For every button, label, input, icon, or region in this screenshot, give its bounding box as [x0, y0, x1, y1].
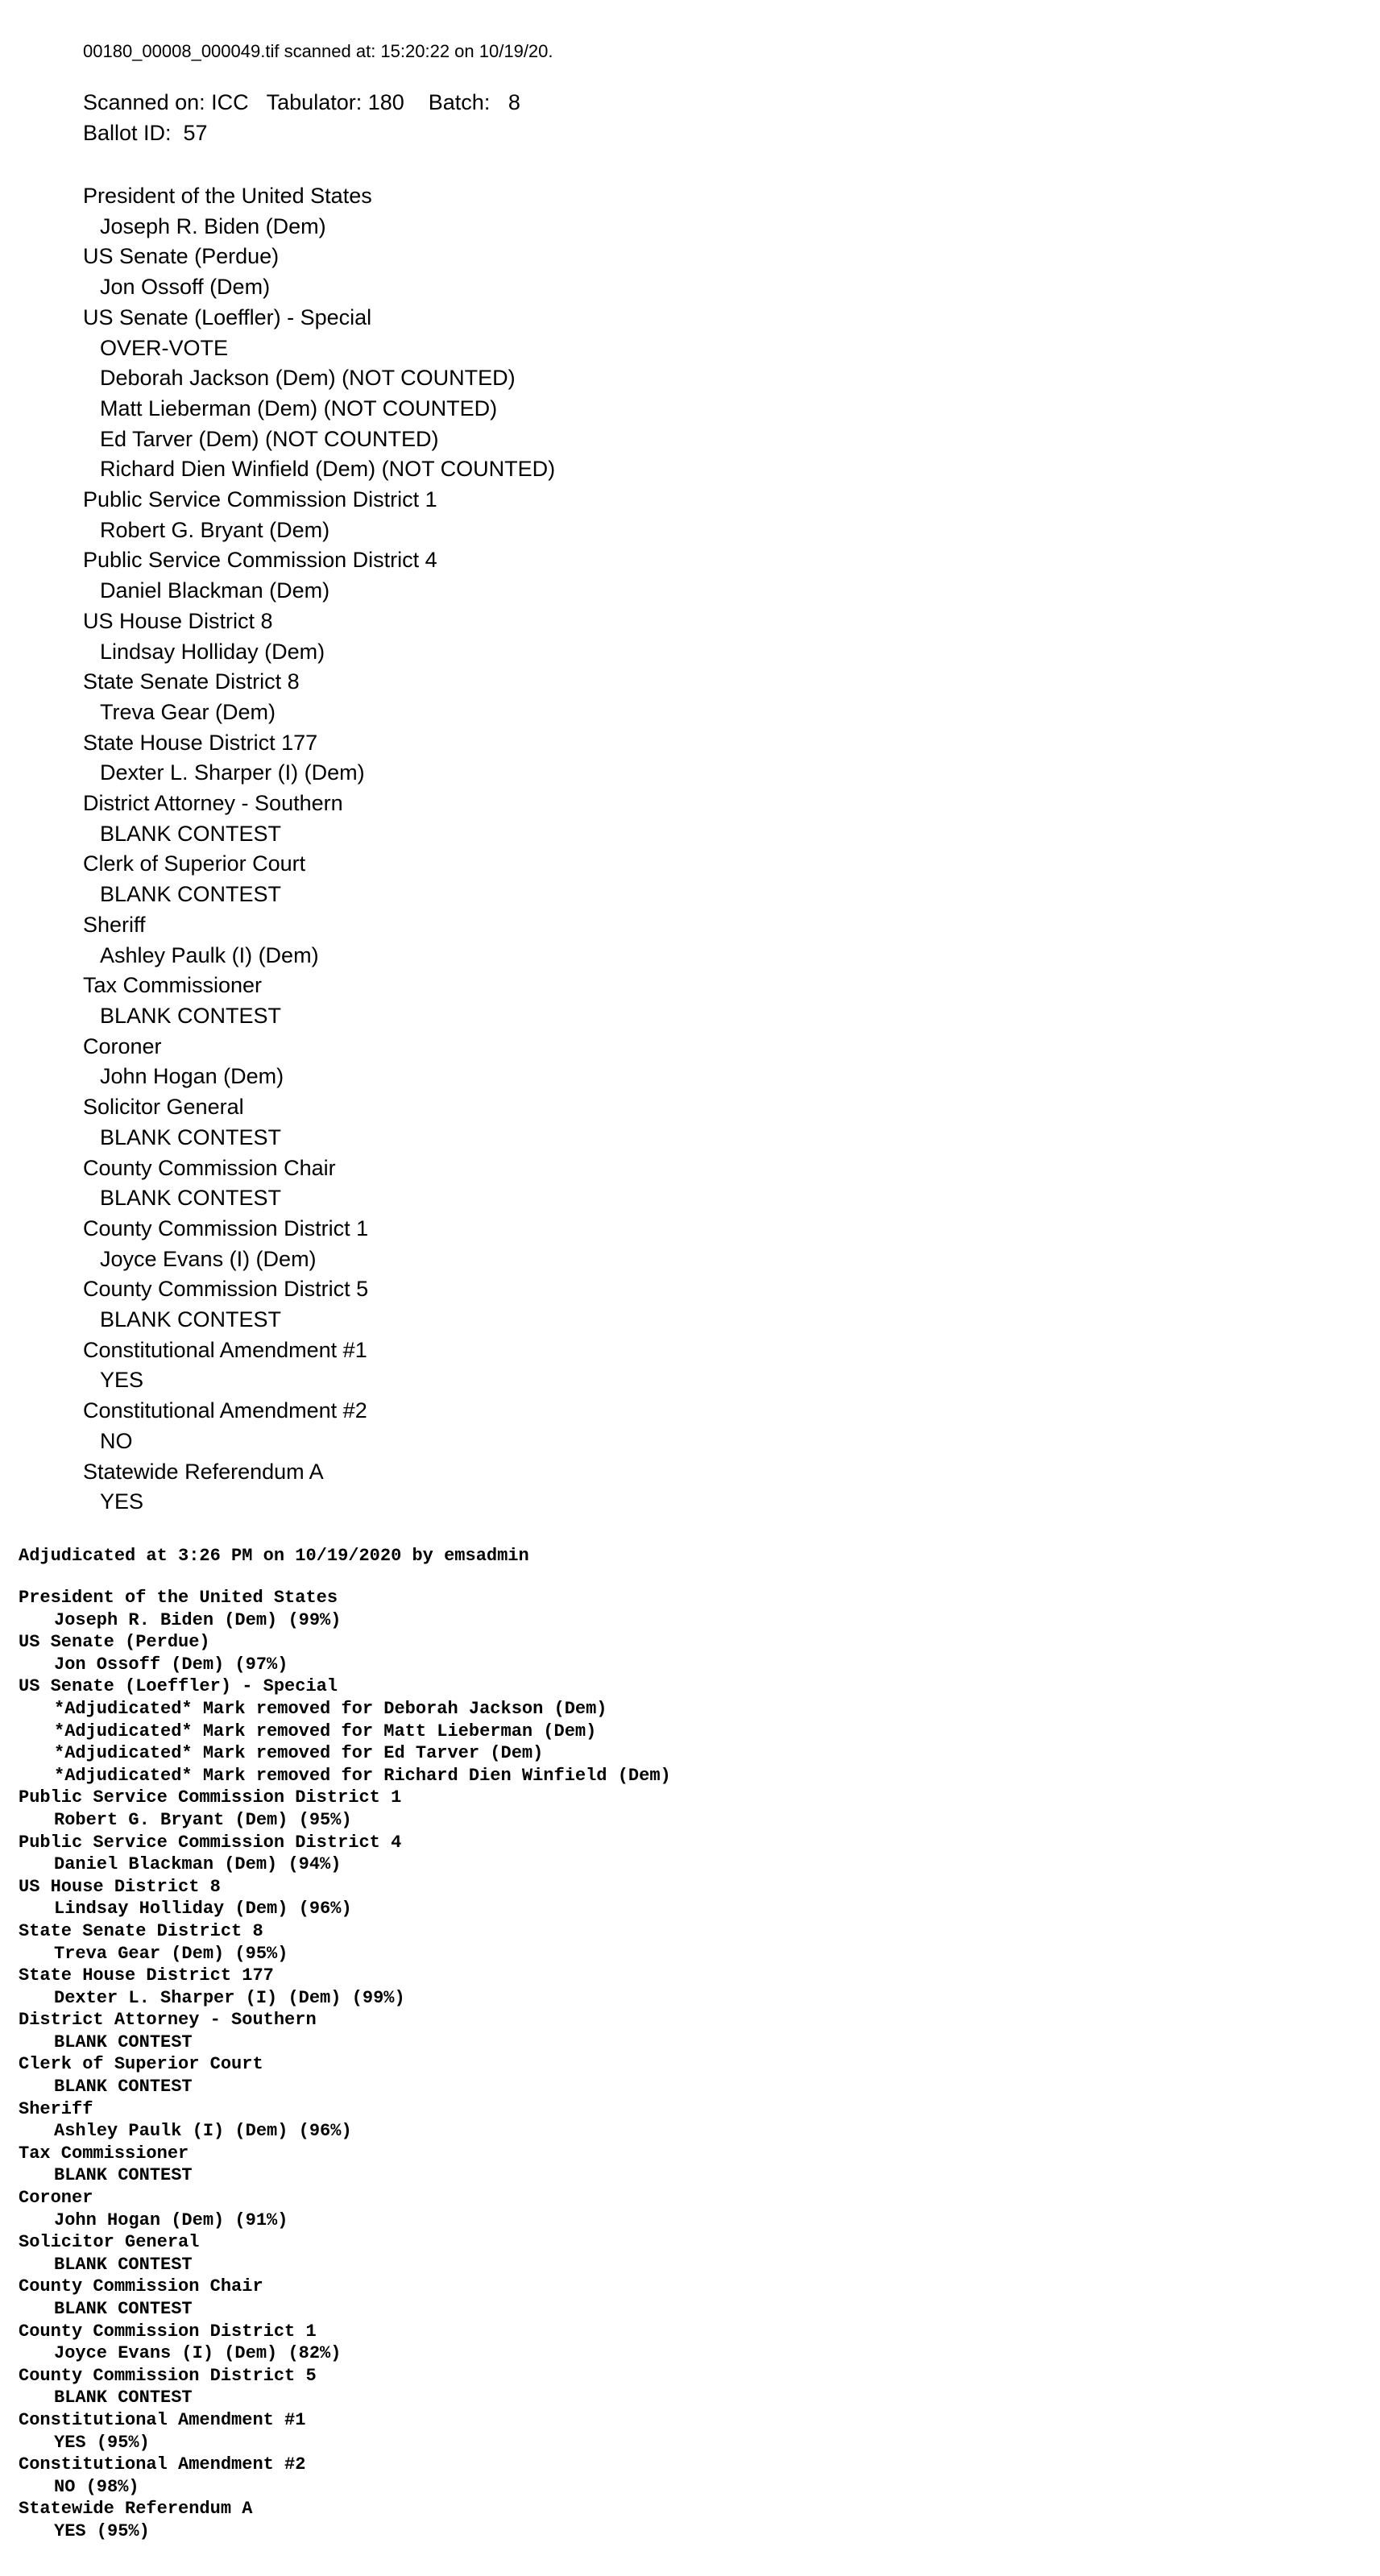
contest-block [83, 607, 1291, 667]
contest-selection: Lindsay Holliday (Dem) (96%) [54, 1899, 352, 1920]
contest-title: Public Service Commission District 1 [19, 1787, 402, 1808]
contest-selection: NO [100, 1428, 133, 1453]
contest-selection: John Hogan (Dem) [100, 1064, 284, 1089]
contest-block [19, 2143, 1348, 2187]
contest-title: Public Service Commission District 4 [19, 1832, 402, 1853]
contest-title: County Commission District 1 [83, 1216, 369, 1240]
contest-selection: Dexter L. Sharper (I) (Dem) [100, 760, 365, 785]
contest-selection: Ashley Paulk (I) (Dem) [100, 942, 319, 967]
contest-block [83, 1032, 1291, 1092]
contest-title: County Commission District 5 [83, 1277, 369, 1302]
contest-selection: BLANK CONTEST [100, 1307, 282, 1332]
contest-block [83, 1396, 1291, 1456]
contest-block [83, 849, 1291, 909]
contest-block [83, 1457, 1291, 1518]
contest-block [83, 1336, 1291, 1396]
adjudication-title: Adjudicated at 3:26 PM on 10/19/2020 by emsadmin [19, 1546, 529, 1566]
contest-title: State Senate District 8 [19, 1920, 263, 1941]
contest-block [19, 1965, 1348, 2009]
contest-selection: BLANK CONTEST [54, 2165, 193, 2186]
contest-block [19, 2276, 1348, 2320]
contest-block [19, 2098, 1348, 2143]
contest-title: President of the United States [83, 184, 372, 208]
contest-title: District Attorney - Southern [19, 2010, 317, 2031]
contest-selection: YES [100, 1368, 144, 1393]
contest-selection: BLANK CONTEST [54, 2299, 193, 2319]
contest-block [19, 1876, 1348, 1920]
contest-selection: BLANK CONTEST [54, 2388, 193, 2408]
contest-selection: *Adjudicated* Mark removed for Deborah Jackson (Dem) [54, 1698, 607, 1719]
contest-selection: Joseph R. Biden (Dem) [100, 213, 326, 238]
contest-block [83, 1092, 1291, 1153]
contest-selection: Joyce Evans (I) (Dem) [100, 1246, 317, 1271]
contest-selection: Matt Lieberman (Dem) (NOT COUNTED) [100, 396, 498, 420]
contest-title: President of the United States [19, 1588, 338, 1608]
contest-block [19, 1787, 1348, 1831]
contest-selection: Robert G. Bryant (Dem) [100, 517, 330, 542]
adjudication-contest-list [19, 1587, 1348, 2543]
contest-block [83, 181, 1291, 242]
contest-block [19, 2009, 1348, 2053]
contest-title: Constitutional Amendment #1 [83, 1337, 367, 1362]
contest-title: County Commission Chair [19, 2276, 263, 2297]
contest-title: District Attorney - Southern [83, 791, 343, 816]
contest-block [19, 1631, 1348, 1675]
contest-selection: YES [100, 1489, 144, 1514]
contest-block [83, 1274, 1291, 1335]
contest-title: US House District 8 [19, 1876, 221, 1897]
contest-block [19, 2321, 1348, 2365]
contest-selection: YES (95%) [54, 2432, 150, 2453]
contest-selection: Robert G. Bryant (Dem) (95%) [54, 1809, 352, 1830]
contest-selection: Treva Gear (Dem) (95%) [54, 1943, 288, 1964]
contest-selection: YES (95%) [54, 2520, 150, 2541]
contest-title: Solicitor General [19, 2232, 200, 2253]
contest-title: US Senate (Perdue) [19, 1632, 210, 1653]
contest-selection: BLANK CONTEST [100, 1124, 282, 1149]
contest-block [19, 2454, 1348, 2498]
contest-title: State Senate District 8 [83, 669, 300, 694]
contest-selection: BLANK CONTEST [54, 2254, 193, 2275]
ballot-contest-list [83, 181, 1291, 1518]
contest-selection: Treva Gear (Dem) [100, 699, 276, 724]
contest-selection: Joseph R. Biden (Dem) (99%) [54, 1609, 342, 1630]
contest-title: US House District 8 [83, 608, 273, 633]
contest-selection: John Hogan (Dem) (91%) [54, 2209, 288, 2230]
contest-block [19, 1832, 1348, 1876]
contest-block [19, 1920, 1348, 1965]
contest-title: Clerk of Superior Court [19, 2054, 263, 2075]
adjudication-section [19, 1545, 1348, 2543]
contest-title: US Senate (Loeffler) - Special [83, 304, 372, 329]
contest-title: County Commission District 5 [19, 2365, 317, 2386]
contest-title: Coroner [83, 1033, 162, 1058]
contest-title: Sheriff [19, 2098, 93, 2119]
contest-block [83, 789, 1291, 849]
contest-title: Tax Commissioner [19, 2143, 189, 2164]
contest-title: US Senate (Loeffler) - Special [19, 1676, 338, 1697]
contest-selection: OVER-VOTE [100, 335, 229, 360]
contest-selection: BLANK CONTEST [100, 1003, 282, 1028]
contest-block [83, 910, 1291, 971]
contest-block [19, 2053, 1348, 2098]
contest-selection: Deborah Jackson (Dem) (NOT COUNTED) [100, 366, 516, 391]
contest-selection: BLANK CONTEST [100, 882, 282, 907]
contest-title: Solicitor General [83, 1095, 244, 1120]
contest-block [19, 1587, 1348, 1631]
contest-block [19, 2365, 1348, 2409]
contest-selection: *Adjudicated* Mark removed for Ed Tarver (Dem) [54, 1743, 544, 1764]
contest-block [83, 1214, 1291, 1274]
contest-title: Clerk of Superior Court [83, 851, 306, 876]
contest-selection: Ed Tarver (Dem) (NOT COUNTED) [100, 426, 439, 451]
contest-title: Sheriff [83, 912, 146, 937]
contest-block [19, 1675, 1348, 1787]
contest-title: Statewide Referendum A [19, 2499, 253, 2520]
contest-selection: *Adjudicated* Mark removed for Matt Lieberman (Dem) [54, 1721, 597, 1741]
contest-title: Constitutional Amendment #1 [19, 2409, 306, 2430]
scan-info [83, 87, 1291, 148]
ballot-id-line: Ballot ID: 57 [83, 121, 208, 145]
contest-title: Statewide Referendum A [83, 1459, 324, 1484]
contest-selection: Dexter L. Sharper (I) (Dem) (99%) [54, 1987, 405, 2008]
contest-title: County Commission Chair [83, 1155, 336, 1180]
contest-selection: Daniel Blackman (Dem) [100, 578, 330, 603]
contest-block [83, 971, 1291, 1031]
contest-title: Coroner [19, 2188, 93, 2209]
contest-selection: BLANK CONTEST [54, 2031, 193, 2052]
contest-selection: Jon Ossoff (Dem) (97%) [54, 1654, 288, 1675]
scan-file-line: 00180_00008_000049.tif scanned at: 15:20:22 on 10/19/20. [83, 41, 553, 61]
contest-selection: Lindsay Holliday (Dem) [100, 639, 325, 664]
contest-block [83, 545, 1291, 606]
contest-title: County Commission District 1 [19, 2321, 317, 2342]
scan-header [83, 40, 1291, 148]
contest-selection: Ashley Paulk (I) (Dem) (96%) [54, 2121, 352, 2142]
contest-title: Tax Commissioner [83, 973, 263, 998]
scanned-on-line: Scanned on: ICC Tabulator: 180 Batch: 8 [83, 90, 520, 114]
contest-selection: BLANK CONTEST [100, 821, 282, 846]
contest-title: State House District 177 [83, 730, 318, 755]
contest-selection: *Adjudicated* Mark removed for Richard Dien Winfield (Dem) [54, 1765, 671, 1786]
contest-block [83, 1153, 1291, 1214]
contest-title: Constitutional Amendment #2 [83, 1398, 367, 1423]
contest-block [19, 2409, 1348, 2454]
contest-block [83, 667, 1291, 727]
contest-block [19, 2187, 1348, 2231]
contest-block [19, 2231, 1348, 2276]
contest-selection: Jon Ossoff (Dem) [100, 275, 271, 300]
contest-title: US Senate (Perdue) [83, 244, 280, 269]
contest-block [83, 728, 1291, 789]
contest-block [19, 2498, 1348, 2542]
contest-selection: NO (98%) [54, 2476, 139, 2497]
contest-selection: Richard Dien Winfield (Dem) (NOT COUNTED) [100, 457, 556, 482]
contest-selection: Daniel Blackman (Dem) (94%) [54, 1854, 342, 1875]
contest-selection: Joyce Evans (I) (Dem) (82%) [54, 2343, 342, 2364]
contest-title: Constitutional Amendment #2 [19, 2454, 306, 2475]
contest-title: State House District 177 [19, 1965, 274, 1986]
contest-title: Public Service Commission District 1 [83, 487, 437, 512]
contest-selection: BLANK CONTEST [100, 1186, 282, 1211]
contest-selection: BLANK CONTEST [54, 2077, 193, 2098]
contest-block [83, 303, 1291, 485]
contest-block [83, 242, 1291, 302]
contest-block [83, 485, 1291, 545]
contest-title: Public Service Commission District 4 [83, 548, 437, 573]
